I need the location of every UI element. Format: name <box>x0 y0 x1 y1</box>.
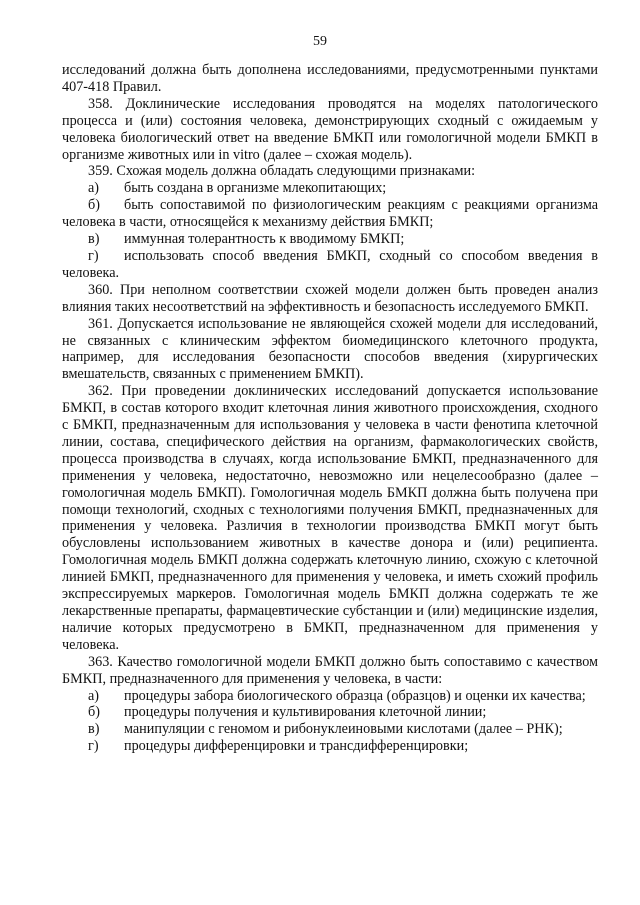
list-marker: г) <box>88 738 99 755</box>
list-item-363-b <box>62 704 598 721</box>
list-item-text: процедуры забора биологического образца (образцов) и оценки их качества; <box>124 687 586 704</box>
paragraph-363: 363. Качество гомологичной модели БМКП должно быть сопоставимо с качеством БМКП, предназначенного для применения у человека, в части: <box>62 653 598 687</box>
list-item-text: быть создана в организме млекопитающих; <box>124 180 387 197</box>
list-marker: в) <box>88 721 100 738</box>
list-marker: б) <box>88 704 100 721</box>
paragraph-358: 358. Доклинические исследования проводятся на моделях патологического процесса и (или) состояния человека, демонстрирующих сходный с ожидаемым у человека биологический ответ на введение БМКП или гомологичной модели БМКП в организме животных или in vitro (далее – схожая модель). <box>62 95 598 163</box>
paragraph-362: 362. При проведении доклинических исследований допускается использование БМКП, в состав которого входит клеточная линия животного происхождения, сходного с БМКП, предназначенным для использования у человека в части фенотипа клеточной линии, состава, специфического действия на организм, фармакологических свойств, процесса производства в случаях, когда использование БМКП, предназначенного для применения у человека, недостаточно, невозможно или нецелесообразно (далее – гомологичная модель БМКП). Гомологичная модель БМКП должна быть получена при помощи технологий, сходных с технологиями получения БМКП, предназначенных для применения у человека. Различия в технологии производства БМКП могут быть обусловлены использованием животных в качестве донора и (или) реципиента. Гомологичная модель БМКП должна содержать клеточную линию, схожую с клеточной линией БМКП, предназначенного для применения у человека, и иметь схожий профиль экспрессируемых маркеров. Гомологичная модель БМКП должна содержать те же лекарственные препараты, фармацевтические субстанции и (или) медицинские изделия, наличие которых предусмотрено в БМКП, предназначенном для применения у человека. <box>62 383 598 653</box>
list-item-359-g <box>62 248 598 282</box>
paragraph-361: 361. Допускается использование не являющейся схожей модели для исследований, не связанных с клиническим эффектом биомедицинского клеточного продукта, например, для исследования безопасности способов введения (хирургических вмешательств, связанных с применением БМКП). <box>62 315 598 383</box>
list-item-text: использовать способ введения БМКП, сходный со способом введения в человека. <box>62 247 598 281</box>
list-marker: а) <box>88 687 100 704</box>
list-marker: в) <box>88 231 100 248</box>
list-item-359-a <box>62 180 598 197</box>
list-item-363-a <box>62 688 598 705</box>
list-marker: г) <box>88 247 99 264</box>
list-item-text: процедуры получения и культивирования клеточной линии; <box>124 704 487 721</box>
list-item-text: манипуляции с геномом и рибонуклеиновыми кислотами (далее – РНК); <box>124 721 563 738</box>
list-item-359-b <box>62 197 598 231</box>
list-item-text: быть сопоставимой по физиологическим реакциям с реакциями организма человека в части, относящейся к механизму действия БМКП; <box>62 197 598 231</box>
list-item-359-v <box>62 231 598 248</box>
list-item-text: процедуры дифференцировки и трансдифференцировки; <box>124 738 469 755</box>
paragraph-continuation: исследований должна быть дополнена исследованиями, предусмотренными пунктами 407-418 Правил. <box>62 62 598 95</box>
list-item-363-g <box>62 738 598 755</box>
list-marker: б) <box>88 197 100 214</box>
paragraph-360: 360. При неполном соответствии схожей модели должен быть проведен анализ влияния таких несоответствий на эффективность и безопасность исследуемого БМКП. <box>62 281 598 315</box>
list-item-363-v <box>62 721 598 738</box>
list-item-text: иммунная толерантность к вводимому БМКП; <box>124 231 405 248</box>
document-body <box>62 62 598 755</box>
paragraph-359: 359. Схожая модель должна обладать следующими признаками: <box>88 163 476 180</box>
page-number: 59 <box>313 34 327 49</box>
list-marker: а) <box>88 180 100 197</box>
